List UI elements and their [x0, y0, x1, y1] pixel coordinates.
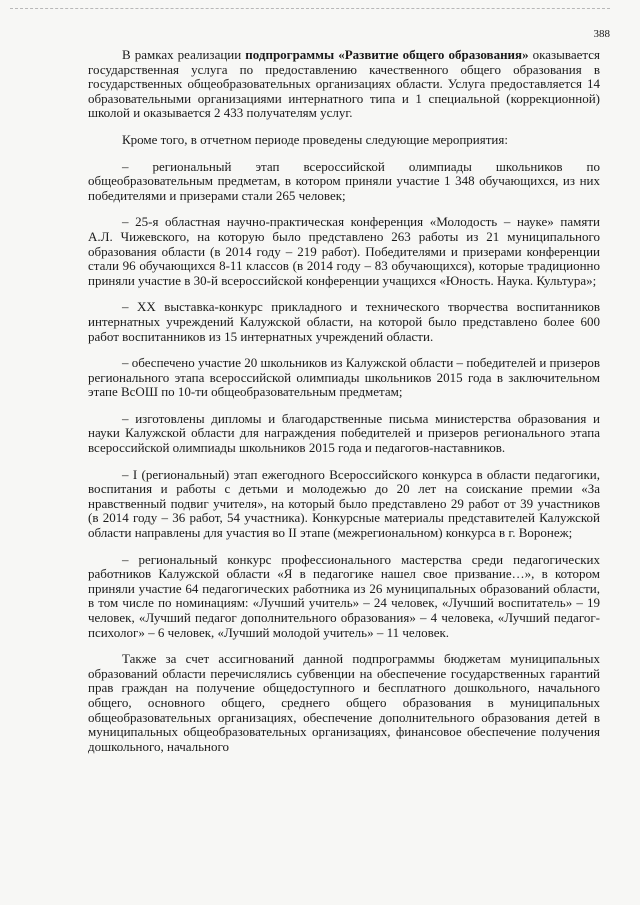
- page-number: 388: [593, 28, 610, 40]
- paragraph-diplomas: – изготовлены дипломы и благодарственные письма министерства образования и науки Калужской области для награждения победителей и призеров регионального этапа всероссийской олимпиады школьников 2015 года и педагогов-наставников.: [88, 410, 600, 456]
- document-body: [88, 48, 600, 754]
- paragraph-olympiad: – региональный этап всероссийской олимпиады школьников по общеобразовательным предметам, в котором приняли участие 1 348 обучающихся, из них победителями и призерами стали 265 человек;: [88, 158, 600, 203]
- paragraph-teacher-contest: – I (региональный) этап ежегодного Всероссийского конкурса в области педагогики, воспитания и работы с детьми и молодежью до 20 лет на соискание премии «За нравственный подвиг учителя», на который было представлено 29 работ от 39 участников (в 2014 году – 36 работ, 54 участника). Конкурсные материалы представителей Калужской области направлены для участия во II этапе (межрегиональном) конкурса в г. Воронеж;: [88, 466, 600, 541]
- paragraph-exhibition: – XX выставка-конкурс прикладного и технического творчества воспитанников интернатных учреждений Калужской области, на которой было представлено более 600 работ воспитанников из 15 интернатных учреждений области.: [88, 299, 600, 344]
- paragraph-events-intro: Кроме того, в отчетном периоде проведены следующие мероприятия:: [122, 131, 508, 147]
- paragraph-intro: [88, 48, 600, 121]
- paragraph-intro-pre: В рамках реализации: [122, 47, 246, 62]
- paragraph-final-stage: – обеспечено участие 20 школьников из Калужской области – победителей и призеров регионального этапа всероссийской олимпиады школьников 2015 года в заключительном этапе ВсОШ по 10-ти общеобразовательным предметам;: [88, 355, 600, 400]
- paragraph-intro-post: оказывается государственная услуга по предоставлению качественного общего образования в государственных общеобразовательных организациях области. Услуга предоставляется 14 образовательными организациями интернатного типа и 1 специальной (коррекционной) школой и оказывается 2 433 получателям услуг.: [88, 47, 601, 121]
- paragraph-subventions: Также за счет ассигнований данной подпрограммы бюджетам муниципальных образований области перечислялись субвенции на обеспечение государственных гарантий прав граждан на получение общедоступного и бесплатного дошкольного, начального общего, основного общего, среднего общего образования в муниципальных общеобразовательных организациях, обеспечение дополнительного образования детей в муниципальных общеобразовательных организациях, финансовое обеспечение получения дошкольного, начального: [88, 651, 600, 754]
- scan-artifact-line: [10, 8, 610, 9]
- subprogram-title: подпрограммы «Развитие общего образования»: [245, 47, 529, 62]
- paragraph-conference: – 25-я областная научно-практическая конференция «Молодость – науке» памяти А.Л. Чижевского, на которую было представлено 263 работы из 21 муниципального образования области (в 2014 году – 219 работ). Победителями и призерами конференции стали 96 обучающихся 8-11 классов (в 2014 году – 83 обучающихся), которые традиционно приняли участие в 30-й всероссийской конференции учащихся «Юность. Наука. Культура»;: [88, 214, 600, 288]
- paragraph-professional-contest: – региональный конкурс профессионального мастерства среди педагогических работников Калужской области «Я в педагогике нашел свое призвание…», в котором приняли участие 64 педагогических работника из 26 муниципальных образований области, в том числе по номинациям: «Лучший учитель» – 24 человек, «Лучший воспитатель» – 19 человек, «Лучший педагог дополнительного образования» – 4 человека, «Лучший педагог-психолог» – 6 человек, «Лучший молодой учитель» – 11 человек.: [88, 551, 600, 640]
